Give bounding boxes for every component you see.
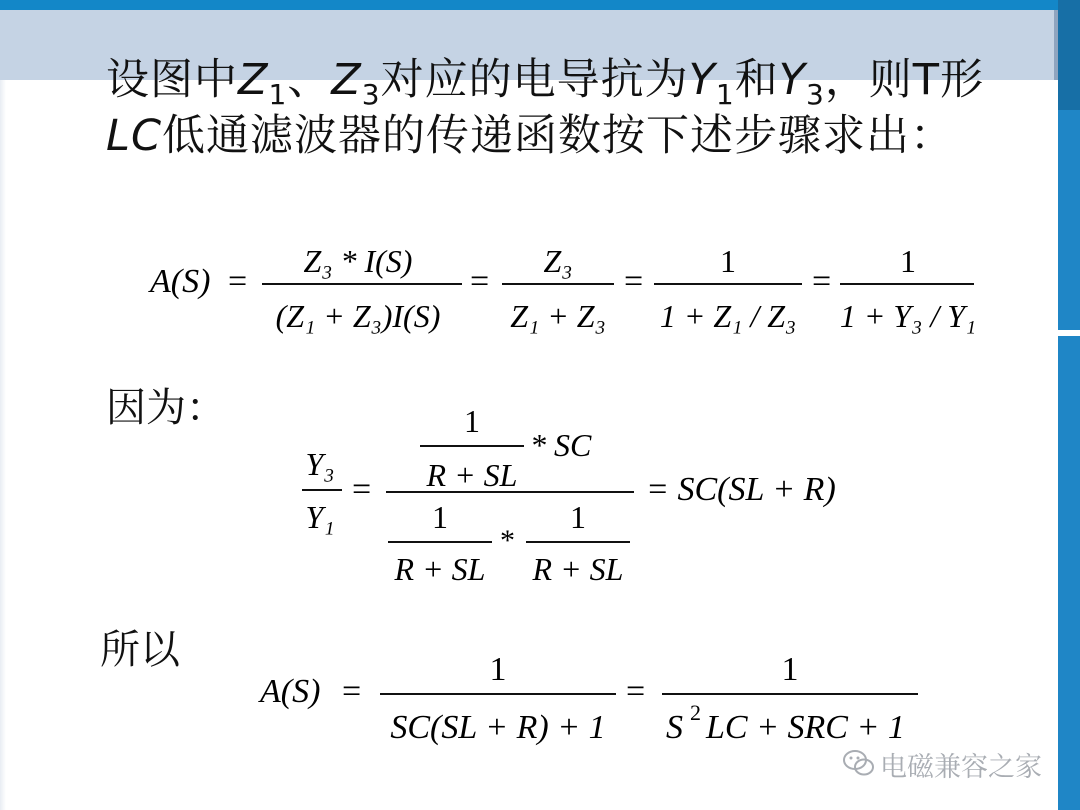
eq2-bottom-left-denominator: R + SL [394,551,486,587]
eq3-frac2-den-s: S [666,709,683,746]
watermark-text: 电磁兼容之家 [880,752,1042,783]
eq1-frac2-numerator: Z₃ [543,243,573,279]
eq2-lhs-numerator: Y₃ [305,446,335,482]
eq1-equals-4: = [812,263,832,300]
eq3-frac2-numerator: 1 [781,651,799,688]
therefore-label: 所以 [100,627,180,673]
eq1-lhs: A(S) [150,263,211,300]
eq1-equals-2: = [470,263,490,300]
eq2-result: = SC(SL + R) [646,471,836,508]
eq3-frac1-denominator: SC(SL + R) + 1 [390,709,606,746]
eq2-top-denominator: R + SL [426,457,518,493]
eq3-frac2-den-rest: LC + SRC + 1 [706,709,905,746]
eq2-times-sc: * SC [530,427,592,463]
right-strip-gap [1058,330,1080,336]
equation-transfer-function [140,232,1000,342]
eq1-frac3-denominator: 1 + Z₁ / Z₃ [659,298,797,334]
eq3-equals-2: = [626,673,646,710]
because-label: 因为： [106,385,226,431]
eq2-equals: = [352,471,372,508]
eq1-frac4-numerator: 1 [900,243,916,279]
eq3-frac2-den-exponent: 2 [690,700,701,725]
eq1-frac4-denominator: 1 + Y₃ / Y₁ [839,298,977,334]
eq2-bottom-right-one: 1 [570,499,586,535]
equation-admittance-ratio [290,400,870,590]
eq3-lhs: A(S) [260,673,321,710]
eq2-bottom-right-denominator: R + SL [532,551,624,587]
eq2-top-one: 1 [464,403,480,439]
eq2-bottom-star: * [500,524,515,557]
eq2-bottom-left-one: 1 [432,499,448,535]
eq1-frac1-denominator: (Z₁ + Z₃)I(S) [275,298,441,334]
top-accent-bar [0,0,1080,10]
intro-paragraph: 设图中$Z_1$、$Z_3$对应的电导抗为$Y_1$和$Y_3$，则T形LC低通滤波器的传递函数按下述步骤求出： [106,55,985,161]
eq1-frac3-numerator: 1 [720,243,736,279]
eq1-equals-1: = [228,263,248,300]
right-side-strip [1058,0,1080,810]
equation-final-transfer-function [256,640,936,750]
eq3-frac1-numerator: 1 [489,651,507,688]
right-strip-shade [1058,0,1080,110]
wechat-icon [842,747,876,779]
eq3-equals-1: = [342,673,362,710]
eq2-lhs-denominator: Y₁ [305,499,335,535]
eq1-frac2-denominator: Z₁ + Z₃ [510,298,606,334]
eq1-frac1-numerator: Z₃ * I(S) [303,243,413,279]
eq1-equals-3: = [624,263,644,300]
left-edge-shade [0,80,6,810]
